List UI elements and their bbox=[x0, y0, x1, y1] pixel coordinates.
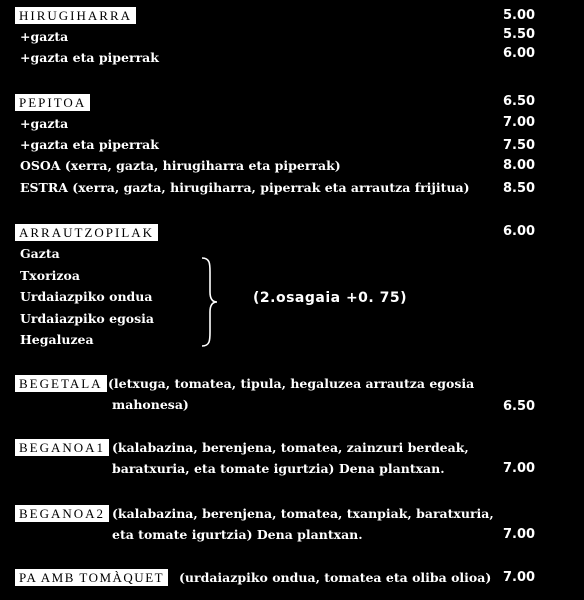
menu-item: OSOA (xerra, gazta, hirugiharra eta piperrak) bbox=[20, 158, 341, 173]
price-pepitoa: 6.50 bbox=[503, 94, 536, 109]
price-arrautzopilak: 6.00 bbox=[503, 224, 536, 239]
section-title-pa-amb-tomaquet: PA AMB TOMÀQUET bbox=[15, 569, 168, 586]
menu-item: Gazta bbox=[20, 246, 60, 261]
menu-item: +gazta eta piperrak bbox=[20, 50, 159, 65]
menu-item-price: 8.50 bbox=[503, 181, 536, 196]
description-begetala-cont: mahonesa) bbox=[112, 397, 189, 412]
price-begetala: 6.50 bbox=[503, 399, 536, 414]
description-beganoa1-cont: baratxuria, eta tomate igurtzia) Dena plantxan. bbox=[112, 461, 445, 476]
price-beganoa2: 7.00 bbox=[503, 527, 536, 542]
section-title-arrautzopilak: ARRAUTZOPILAK bbox=[15, 224, 158, 241]
section-title-pepitoa: PEPITOA bbox=[15, 94, 90, 111]
curly-brace-icon bbox=[196, 256, 220, 348]
menu-item-price: 7.50 bbox=[503, 138, 536, 153]
menu-item: +gazta eta piperrak bbox=[20, 137, 159, 152]
menu-item: Urdaiazpiko egosia bbox=[20, 311, 155, 326]
description-beganoa1: (kalabazina, berenjena, tomatea, zainzuri berdeak, bbox=[112, 440, 469, 455]
section-title-beganoa2: BEGANOA2 bbox=[15, 505, 109, 522]
menu-item: ESTRA (xerra, gazta, hirugiharra, piperrak eta arrautza frijitua) bbox=[20, 180, 470, 195]
section-title-begetala: BEGETALA bbox=[15, 375, 107, 392]
extra-ingredient-note: (2.osagaia +0. 75) bbox=[253, 290, 407, 306]
price-beganoa1: 7.00 bbox=[503, 461, 536, 476]
description-beganoa2: (kalabazina, berenjena, tomatea, txanpiak, baratxuria, bbox=[112, 506, 494, 521]
menu-item-price: 5.50 bbox=[503, 27, 536, 42]
menu-item-price: 7.00 bbox=[503, 115, 536, 130]
section-title-beganoa1: BEGANOA1 bbox=[15, 439, 109, 456]
section-title-hirugiharra: HIRUGIHARRA bbox=[15, 7, 136, 24]
menu-item: Hegaluzea bbox=[20, 332, 94, 347]
description-pa-amb-tomaquet: (urdaiazpiko ondua, tomatea eta oliba olioa) bbox=[179, 570, 492, 585]
menu-item: +gazta bbox=[20, 116, 69, 131]
menu-item: Urdaiazpiko ondua bbox=[20, 289, 153, 304]
price-hirugiharra: 5.00 bbox=[503, 8, 536, 23]
menu-item-price: 8.00 bbox=[503, 158, 536, 173]
description-begetala: (letxuga, tomatea, tipula, hegaluzea arrautza egosia bbox=[108, 376, 475, 391]
menu-item-price: 6.00 bbox=[503, 46, 536, 61]
menu-item: +gazta bbox=[20, 29, 69, 44]
menu-item: Txorizoa bbox=[20, 268, 80, 283]
price-pa-amb-tomaquet: 7.00 bbox=[503, 570, 536, 585]
description-beganoa2-cont: eta tomate igurtzia) Dena plantxan. bbox=[112, 527, 363, 542]
